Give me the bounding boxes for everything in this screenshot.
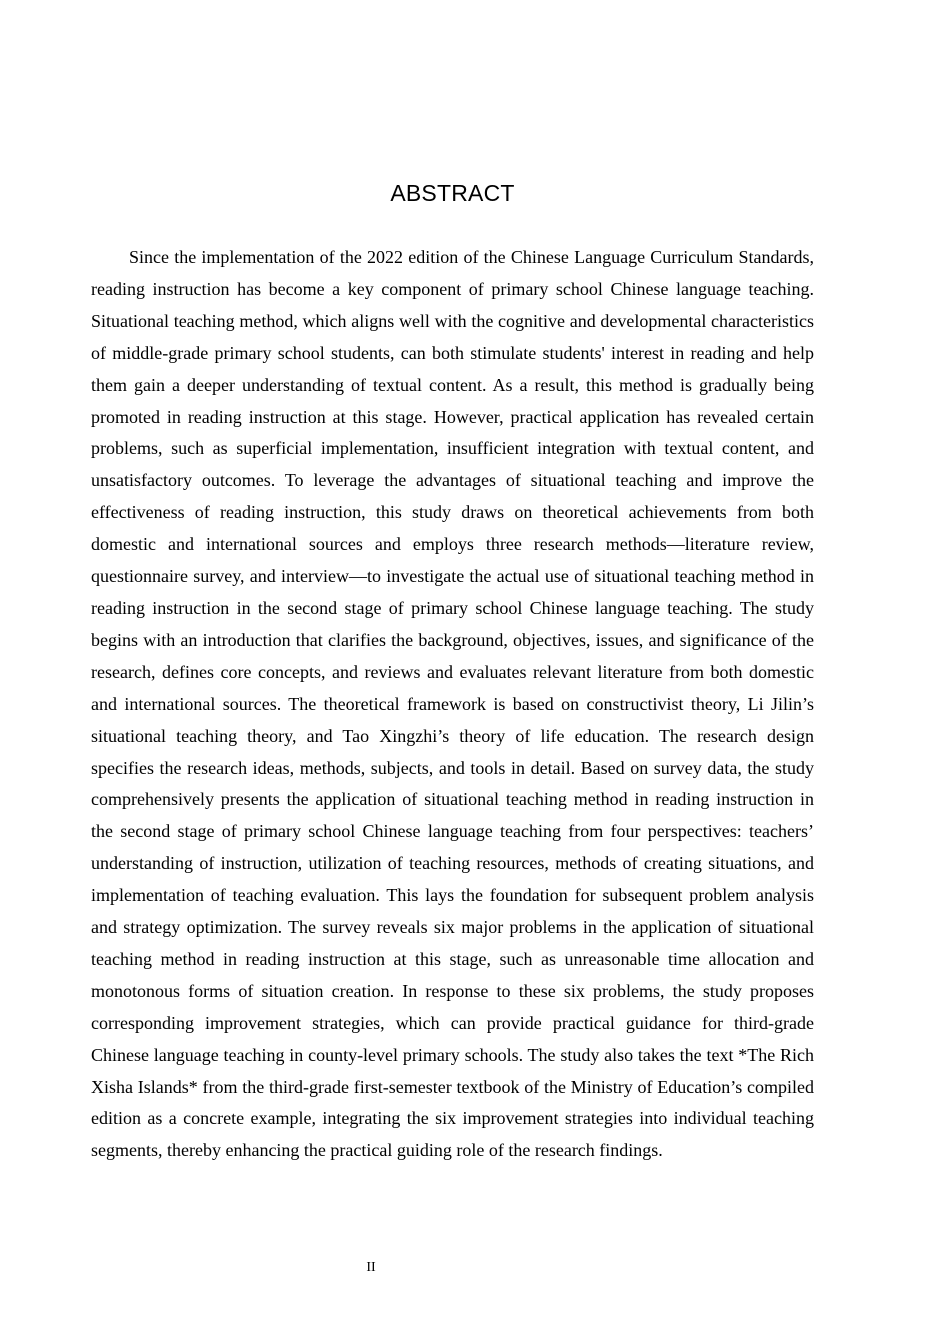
abstract-paragraph: Since the implementation of the 2022 edition of the Chinese Language Curriculum Standards, reading instruction has become a key component of primary school Chinese language teaching. Situational teaching method, which aligns well with the cognitive and developmental characteristics of middle-grade primary school students, can both stimulate students' interest in reading and help them gain a deeper understanding of textual content. As a result, this method is gradually being promoted in reading instruction at this stage. However, practical application has revealed certain problems, such as superficial implementation, insufficient integration with textual content, and unsatisfactory outcomes. To leverage the advantages of situational teaching and improve the effectiveness of reading instruction, this study draws on theoretical achievements from both domestic and international sources and employs three research methods—literature review, questionnaire survey, and interview—to investigate the actual use of situational teaching method in reading instruction in the second stage of primary school Chinese language teaching. The study begins with an introduction that clarifies the background, objectives, issues, and significance of the research, defines core concepts, and reviews and evaluates relevant literature from both domestic and international sources. The theoretical framework is based on constructivist theory, Li Jilin’s situational teaching theory, and Tao Xingzhi’s theory of life education. The research design specifies the research ideas, methods, subjects, and tools in detail. Based on survey data, the study comprehensively presents the application of situational teaching method in reading instruction in the second stage of primary school Chinese language teaching from four perspectives: teachers’ understanding of instruction, utilization of teaching resources, methods of creating situations, and implementation of teaching evaluation. This lays the foundation for subsequent problem analysis and strategy optimization. The survey reveals six major problems in the application of situational teaching method in reading instruction at this stage, such as unreasonable time allocation and monotonous forms of situation creation. In response to these six problems, the study proposes corresponding improvement strategies, which can provide practical guidance for third-grade Chinese language teaching in county-level primary schools. The study also takes the text *The Rich Xisha Islands* from the third-grade first-semester textbook of the Ministry of Education’s compiled edition as a concrete example, integrating the six improvement strategies into individual teaching segments, thereby enhancing the practical guiding role of the research findings. (91, 247, 814, 1161)
page-number: II (366, 1260, 376, 1275)
abstract-title: ABSTRACT (390, 180, 515, 206)
